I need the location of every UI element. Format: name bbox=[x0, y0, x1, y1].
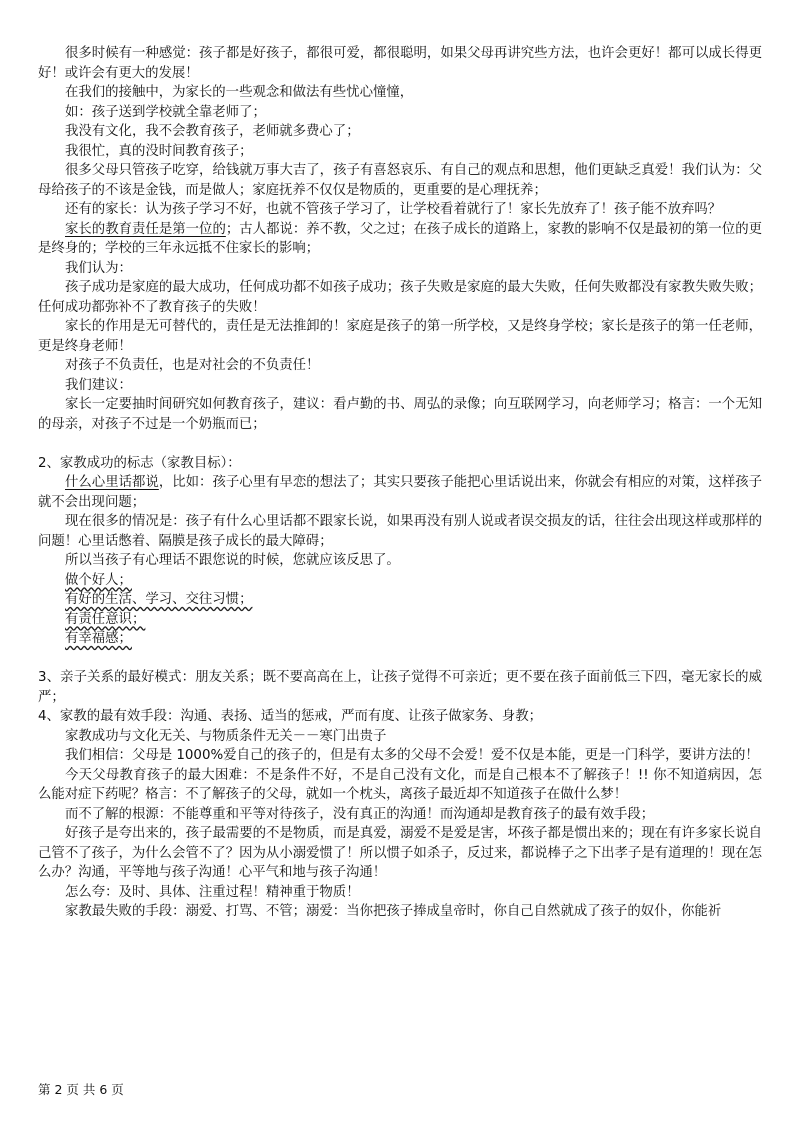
paragraph-text: ，比如：孩子心里有早恋的想法了；其实只要孩子能把心里话说出来，你就会有相应的对策，这样孩子就不会出现问题； bbox=[38, 475, 763, 510]
section-heading: 3、亲子关系的最好模式：朋友关系；既不要高高在上，让孩子觉得不可亲近；更不要在孩子面前低三下四，毫无家长的威严； bbox=[38, 670, 762, 705]
paragraph: 而不了解的根源：不能尊重和平等对待孩子，没有真正的沟通！而沟通却是教育孩子的最有效手段； bbox=[65, 806, 655, 822]
page-footer: 第 2 页 共 6 页 bbox=[38, 1082, 124, 1097]
paragraph: 我很忙，真的没时间教育孩子； bbox=[65, 143, 253, 159]
paragraph: 很多父母只管孩子吃穿，给钱就万事大吉了，孩子有喜怒哀乐、有自己的观点和思想，他们更缺乏真爱！我们认为：父母给孩子的不该是金钱，而是做人；家庭抚养不仅仅是物质的，更重要的是心理抚养； bbox=[38, 163, 762, 198]
paragraph: 家长一定要抽时间研究如何教育孩子，建议：看卢勤的书、周弘的录像；向互联网学习，向老师学习；格言：一个无知的母亲，对孩子不过是一个奶瓶而已； bbox=[38, 397, 762, 432]
paragraph: 我没有文化，我不会教育孩子，老师就多费心了； bbox=[65, 124, 360, 139]
paragraph bbox=[38, 473, 762, 512]
paragraph: 家教成功与文化无关、与物质条件无关－－寒门出贵子 bbox=[65, 728, 387, 744]
paragraph: 很多时候有一种感觉：孩子都是好孩子，都很可爱，都很聪明，如果父母再讲究些方法，也许会更好！都可以成长得更好！或许会有更大的发展！ bbox=[38, 46, 762, 81]
paragraph: 家长的作用是无可替代的，责任是无法推卸的！家庭是孩子的第一所学校，又是终身学校；家长是孩子的第一任老师，更是终身老师！ bbox=[38, 319, 762, 354]
goal-item: 有好的生活、学习、交往习惯； bbox=[65, 592, 253, 607]
paragraph: 孩子成功是家庭的最大成功，任何成功都不如孩子成功；孩子失败是家庭的最大失败，任何失败都没有家教失败失败；任何成功都弥补不了教育孩子的失败！ bbox=[38, 280, 762, 315]
goal-item: 有责任意识； bbox=[65, 611, 146, 627]
paragraph: 我们建议： bbox=[65, 377, 132, 393]
goal-item: 有幸福感； bbox=[65, 631, 132, 646]
paragraph: 我们认为： bbox=[65, 260, 132, 276]
paragraph bbox=[38, 220, 762, 259]
paragraph: 我们相信：父母是 1000%爱自己的孩子的，但是有太多的父母不会爱！爱不仅是本能，更是一门科学，要讲方法的！ bbox=[65, 748, 759, 763]
paragraph-text: ；古人都说：养不教，父之过；在孩子成长的道路上，家教的影响不仅是最初的第一位的更是终身的；学校的三年永远抵不住家长的影响； bbox=[38, 221, 763, 256]
paragraph: 对孩子不负责任，也是对社会的不负责任！ bbox=[65, 358, 320, 373]
paragraph: 在我们的接触中，为家长的一些观念和做法有些忧心憧憧， bbox=[65, 85, 414, 100]
paragraph: 今天父母教育孩子的最大困难：不是条件不好，不是自己没有文化，而是自己根本不了解孩子！!! 你不知道病因，怎么能对症下药呢？格言：不了解孩子的父母，就如一个枕头，离孩子最近却不知道孩子在做什么梦！ bbox=[38, 767, 762, 802]
goal-item: 做个好人； bbox=[65, 572, 132, 588]
paragraph: 怎么夸：及时、具体、注重过程！精神重于物质！ bbox=[65, 884, 360, 900]
paragraph: 所以当孩子有心理话不跟您说的时候，您就应该反思了。 bbox=[65, 553, 400, 568]
paragraph: 好孩子是夸出来的，孩子最需要的不是物质，而是真爱，溺爱不是爱是害，坏孩子都是惯出来的；现在有许多家长说自己管不了孩子，为什么会管不了？因为从小溺爱惯了！所以惯子如杀子，反过来，都说棒子之下出孝子是有道理的！现在怎么办？沟通，平等地与孩子沟通！心平气和地与孩子沟通！ bbox=[38, 826, 762, 880]
blank-line bbox=[38, 649, 762, 669]
underlined-phrase: 什么心里话都说 bbox=[65, 475, 159, 490]
document-page bbox=[38, 44, 762, 922]
section-heading: 2、家教成功的标志（家教目标）： bbox=[38, 455, 241, 471]
section-heading: 4、家教的最有效手段：沟通、表扬、适当的惩戒，严而有度、让孩子做家务、身教； bbox=[38, 709, 542, 724]
paragraph: 家教最失败的手段：溺爱、打骂、不管；溺爱：当你把孩子捧成皇帝时，你自己自然就成了孩子的奴仆，你能祈 bbox=[65, 904, 722, 919]
paragraph: 现在很多的情况是：孩子有什么心里话都不跟家长说，如果再没有别人说或者误交损友的话，往往会出现这样或那样的问题！心里话憋着、隔膜是孩子成长的最大障碍； bbox=[38, 514, 762, 549]
underlined-phrase: 家长的教育责任是第一位的 bbox=[65, 221, 226, 237]
paragraph: 如：孩子送到学校就全靠老师了； bbox=[65, 104, 266, 120]
blank-line bbox=[38, 434, 762, 454]
paragraph: 还有的家长：认为孩子学习不好，也就不管孩子学习了，让学校看着就行了！家长先放弃了！孩子能不放弃吗？ bbox=[65, 202, 722, 217]
